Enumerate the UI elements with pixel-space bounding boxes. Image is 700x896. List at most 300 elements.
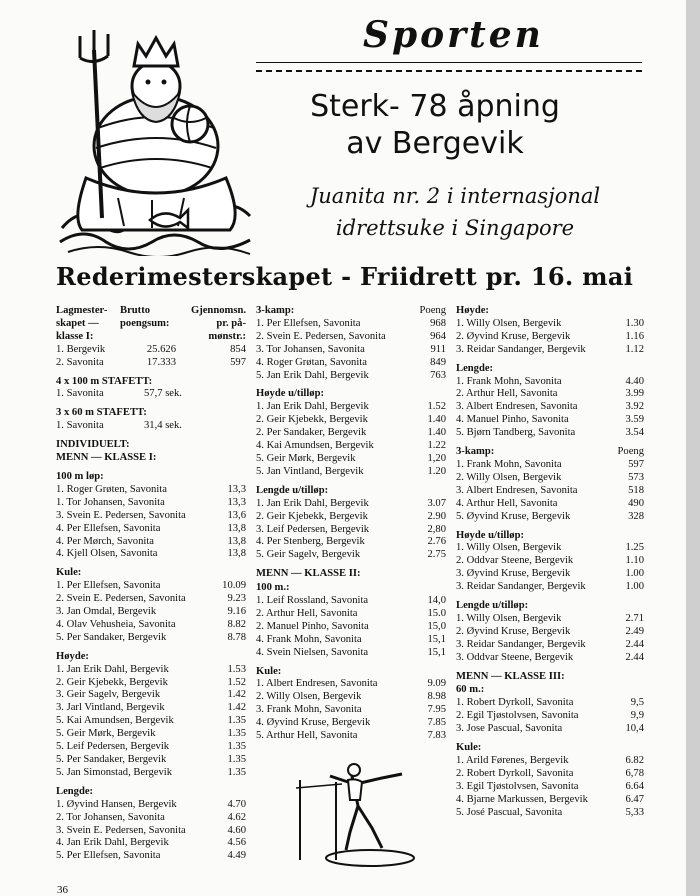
results-column-3: [456, 305, 644, 820]
athlete-name: 4. Roger Grøtan, Savonita: [256, 356, 367, 368]
athlete-name: 3. Jose Pascual, Savonita: [456, 723, 563, 735]
table-row: [56, 619, 246, 632]
athlete-name: 5. Geir Mørk, Bergevik: [56, 728, 156, 740]
section-banner: Sporten: [363, 14, 544, 56]
event-section: [256, 388, 446, 478]
athlete-name: 1. Arild Førenes, Bergevik: [456, 755, 569, 766]
result-value: 6.82: [625, 755, 644, 766]
event-heading: Kule:: [256, 665, 282, 677]
athlete-name: 1. Albert Endresen, Savonita: [256, 678, 378, 690]
section-heading: 4 x 100 m STAFETT:: [56, 375, 153, 387]
event-heading: Høyde:: [56, 650, 89, 662]
result-value: 13,8: [227, 548, 246, 560]
table-row: [256, 401, 446, 414]
high-jumper-illustration: [290, 760, 440, 870]
table-row: [456, 344, 644, 357]
athlete-name: 5. Arthur Hell, Savonita: [256, 730, 358, 742]
event-heading: Høyde u/tilløp:: [456, 529, 524, 541]
table-row: [456, 581, 644, 594]
result-value: 2.76: [427, 536, 446, 548]
event-heading: Lengde u/tilløp:: [456, 600, 529, 612]
athlete-name: 3. Oddvar Steene, Bergevik: [456, 651, 574, 663]
event-section: [456, 671, 644, 684]
athlete-name: 3. Svein E. Pedersen, Savonita: [56, 509, 186, 521]
event-section: [456, 742, 644, 819]
result-value: 1.00: [625, 568, 644, 580]
neptune-illustration: [58, 28, 254, 256]
table-row: [256, 608, 446, 621]
athlete-name: 5. Øyvind Kruse, Bergevik: [456, 510, 571, 522]
result-value: 1.20: [427, 465, 446, 477]
table-row: [56, 632, 246, 645]
event-section: [256, 305, 446, 382]
table-row: 1. Bergevik 25.626 854: [56, 343, 246, 355]
table-row: [456, 331, 644, 344]
result-value: 2.49: [625, 625, 644, 637]
result-value: 15,0: [427, 620, 446, 632]
team-header-gross: Brutto poengsum:: [120, 305, 170, 329]
team-standings-header: [56, 305, 246, 344]
result-value: 1.35: [227, 741, 246, 753]
result-value: 3.54: [625, 427, 644, 439]
athlete-name: 2. Robert Dyrkoll, Savonita: [456, 767, 574, 779]
result-value: 9.09: [427, 678, 446, 690]
table-row: [456, 755, 644, 768]
athlete-name: 3. Albert Endresen, Savonita: [456, 484, 578, 496]
event-heading: Lengde u/tilløp:: [256, 484, 329, 496]
athlete-name: 3. Svein E. Pedersen, Savonita: [56, 824, 186, 836]
table-row: [56, 850, 246, 863]
athlete-name: 4. Per Mørch, Savonita: [56, 535, 154, 547]
table-row: [256, 717, 446, 730]
event-section: [456, 600, 644, 665]
athlete-name: 1. Frank Mohn, Savonita: [456, 375, 562, 387]
result-value: 6.47: [625, 793, 644, 805]
athlete-name: 3. Reidar Sandanger, Bergevik: [456, 581, 586, 593]
result-value: 13,3: [227, 496, 246, 508]
result-value: 964: [430, 330, 446, 342]
table-row: [56, 536, 246, 549]
result-value: 1.53: [227, 663, 246, 675]
athlete-name: 4. Kai Amundsen, Bergevik: [256, 440, 374, 452]
table-row: [56, 728, 246, 741]
result-value: 6.64: [625, 780, 644, 792]
result-value: 1.35: [227, 728, 246, 740]
table-row: [456, 697, 644, 710]
event-section: [456, 446, 644, 523]
table-row: [56, 689, 246, 702]
table-row: 1. Savonita 57,7 sek.: [56, 388, 182, 400]
table-row: [456, 781, 644, 794]
result-value: 1.52: [427, 401, 446, 413]
athlete-name: 2. Per Sandaker, Bergevik: [256, 427, 367, 439]
result-value: 1,20: [427, 452, 446, 464]
table-row: [56, 523, 246, 536]
table-row: [56, 799, 246, 812]
result-value: 6,78: [625, 767, 644, 779]
table-row: [56, 837, 246, 850]
event-heading: Høyde u/tilløp:: [256, 388, 324, 400]
result-value: 4.70: [227, 798, 246, 810]
athlete-name: 5. Geir Sagelv, Bergevik: [256, 549, 361, 561]
athlete-name: 1. Per Ellefsen, Savonita: [56, 580, 161, 592]
result-value: 4.40: [625, 375, 644, 387]
event-heading: Høyde:: [456, 305, 489, 316]
result-value: 8.78: [227, 631, 246, 643]
athlete-name: 2. Egil Tjøstolvsen, Savonita: [456, 710, 579, 722]
event-heading: Lengde:: [56, 785, 94, 797]
athlete-name: 3. Tor Johansen, Savonita: [256, 343, 365, 355]
section-heading: INDIVIDUELT:: [56, 439, 130, 451]
relay-section: [56, 407, 246, 433]
result-value: 7.85: [427, 717, 446, 729]
result-value: 15.0: [427, 607, 446, 619]
event-heading: Kule:: [456, 742, 482, 754]
table-row: [456, 768, 644, 781]
table-row: [256, 704, 446, 717]
event-heading: 100 m løp:: [56, 470, 104, 482]
table-row: [256, 466, 446, 479]
result-value: 573: [628, 471, 644, 483]
table-row: [256, 370, 446, 383]
result-value: 490: [628, 497, 644, 509]
table-row: [256, 414, 446, 427]
athlete-name: 2. Geir Kjebekk, Bergevik: [56, 676, 168, 688]
athlete-name: 3. Reidar Sandanger, Bergevik: [456, 343, 586, 355]
table-row: [456, 511, 644, 524]
table-row: [256, 621, 446, 634]
result-value: 1.35: [227, 754, 246, 765]
result-value: 1.25: [625, 542, 644, 554]
athlete-name: 1. Tor Johansen, Savonita: [56, 496, 165, 508]
result-value: 13,6: [227, 509, 246, 521]
event-section: [256, 485, 446, 562]
athlete-name: 5. Leif Pedersen, Bergevik: [56, 741, 170, 753]
event-section: [56, 651, 246, 780]
athlete-name: 5. Per Sandaker, Bergevik: [56, 631, 167, 643]
result-value: 3.59: [625, 414, 644, 426]
event-section: [456, 684, 644, 736]
result-value: 14,0: [427, 595, 446, 607]
table-row: [456, 794, 644, 807]
event-section: [256, 666, 446, 743]
table-row: [256, 536, 446, 549]
athlete-name: 2. Øyvind Kruse, Bergevik: [456, 330, 571, 342]
table-row: [456, 613, 644, 626]
result-value: 9,5: [630, 697, 644, 709]
result-value: 763: [430, 369, 446, 381]
result-value: 9.23: [227, 593, 246, 605]
athlete-name: 5. Jan Vintland, Bergevik: [256, 465, 364, 477]
table-row: [56, 593, 246, 606]
athlete-name: 3. Jarl Vintland, Bergevik: [56, 702, 165, 714]
result-value: 3.92: [625, 401, 644, 413]
table-row: [256, 524, 446, 537]
table-row: 2. Savonita 17.333 597: [56, 356, 246, 368]
table-row: [56, 767, 246, 780]
table-row: [456, 498, 644, 511]
table-row: [256, 678, 446, 691]
event-section: [56, 567, 246, 644]
relay-section: [56, 376, 246, 402]
result-value: 328: [628, 510, 644, 522]
table-row: [56, 664, 246, 677]
athlete-name: 4. Øyvind Kruse, Bergevik: [256, 717, 371, 729]
result-value: 7.83: [427, 730, 446, 742]
table-row: [56, 677, 246, 690]
individual-heading: [56, 439, 246, 465]
athlete-name: 5. Per Ellefsen, Savonita: [56, 850, 161, 862]
athlete-name: 1. Willy Olsen, Bergevik: [456, 542, 562, 554]
result-value: 2.71: [625, 612, 644, 624]
athlete-name: 4. Arthur Hell, Savonita: [456, 497, 558, 509]
result-value: 597: [628, 458, 644, 470]
table-row: [56, 812, 246, 825]
table-row: [456, 568, 644, 581]
event-heading: 100 m.:: [256, 582, 290, 594]
event-heading: 3-kamp: Poeng: [256, 305, 446, 316]
table-row: [456, 472, 644, 485]
team-header-average: Gjennomsn. pr. på-mønstr.:: [190, 305, 246, 342]
athlete-name: 3. Leif Pedersen, Bergevik: [256, 523, 370, 535]
result-value: 911: [430, 343, 446, 355]
athlete-name: 2. Geir Kjebekk, Bergevik: [256, 510, 368, 522]
event-heading: Lengde:: [456, 362, 494, 374]
table-row: [456, 459, 644, 472]
table-row: [456, 318, 644, 331]
athlete-name: 5. Per Sandaker, Bergevik: [56, 754, 167, 765]
athlete-name: 5. Jan Simonstad, Bergevik: [56, 766, 173, 778]
table-row: [56, 580, 246, 593]
team-standings: [56, 305, 246, 370]
table-row: [456, 388, 644, 401]
table-row: [256, 647, 446, 660]
table-row: 1. Savonita 31,4 sek.: [56, 420, 182, 432]
result-value: 1.52: [227, 676, 246, 688]
athlete-name: 3. Albert Endresen, Savonita: [456, 401, 578, 413]
event-section: [456, 363, 644, 440]
table-row: [256, 730, 446, 743]
event-heading: MENN — KLASSE II:: [256, 568, 361, 580]
table-row: [456, 485, 644, 498]
athlete-name: 4. Per Stenberg, Bergevik: [256, 536, 365, 548]
table-row: [56, 702, 246, 715]
page-edge-shadow: [686, 0, 700, 896]
table-row: [256, 691, 446, 704]
result-value: 4.49: [227, 850, 246, 862]
result-value: 10,4: [625, 723, 644, 735]
result-value: 10.09: [222, 580, 246, 592]
athlete-name: 1. Jan Erik Dahl, Bergevik: [56, 663, 169, 675]
table-row: [56, 510, 246, 523]
table-row: [456, 639, 644, 652]
table-row: [456, 427, 644, 440]
table-row: [256, 634, 446, 647]
results-title: Rederimesterskapet - Friidrett pr. 16. mai: [56, 262, 634, 291]
athlete-name: 1. Jan Erik Dahl, Bergevik: [256, 497, 369, 509]
table-row: [456, 710, 644, 723]
result-value: 15,1: [427, 633, 446, 645]
table-row: [456, 542, 644, 555]
table-row: [456, 376, 644, 389]
athlete-name: 5. Kai Amundsen, Bergevik: [56, 715, 174, 727]
event-section: [456, 305, 644, 357]
table-row: [456, 401, 644, 414]
class-heading: MENN — KLASSE I:: [56, 452, 157, 464]
event-heading: 60 m.:: [456, 684, 485, 696]
result-value: 1.30: [625, 317, 644, 329]
result-value: 1.42: [227, 702, 246, 714]
athlete-name: 5. Bjørn Tandberg, Savonita: [456, 427, 576, 439]
athlete-name: 1. Per Ellefsen, Savonita: [256, 317, 361, 329]
athlete-name: 3. Frank Mohn, Savonita: [256, 704, 362, 716]
table-row: [456, 414, 644, 427]
headline: Sterk- 78 åpning av Bergevik: [310, 89, 560, 161]
athlete-name: 4. Per Ellefsen, Savonita: [56, 522, 161, 534]
athlete-name: 2. Willy Olsen, Bergevik: [256, 691, 362, 703]
results-column-1: [56, 305, 246, 863]
table-row: [256, 511, 446, 524]
points-column-header: Poeng: [419, 305, 446, 316]
result-value: 1.35: [227, 715, 246, 727]
table-row: [256, 357, 446, 370]
athlete-name: 1. Willy Olsen, Bergevik: [456, 317, 562, 329]
table-row: [456, 807, 644, 820]
results-column-2: [256, 305, 446, 743]
table-row: [256, 427, 446, 440]
result-value: 1.00: [625, 581, 644, 593]
athlete-name: 2. Willy Olsen, Bergevik: [456, 471, 562, 483]
athlete-name: 2. Tor Johansen, Savonita: [56, 811, 165, 823]
page-number: 36: [57, 884, 68, 896]
team-header-label: Lagmester-skapet — klasse I:: [56, 305, 108, 342]
table-row: [56, 741, 246, 754]
table-row: [56, 497, 246, 510]
result-value: 4.60: [227, 824, 246, 836]
result-value: 8.82: [227, 618, 246, 630]
result-value: 4.62: [227, 811, 246, 823]
table-row: [256, 498, 446, 511]
result-value: 13,3: [227, 483, 246, 495]
table-row: [256, 453, 446, 466]
athlete-name: 1. Frank Mohn, Savonita: [456, 458, 562, 470]
athlete-name: 4. Kjell Olsen, Savonita: [56, 548, 158, 560]
athlete-name: 3. Øyvind Kruse, Bergevik: [456, 568, 571, 580]
athlete-name: 2. Svein E. Pedersen, Savonita: [56, 593, 186, 605]
table-row: [256, 549, 446, 562]
athlete-name: 4. Frank Mohn, Savonita: [256, 633, 362, 645]
column-1-events: [56, 471, 246, 863]
result-value: 1.22: [427, 440, 446, 452]
table-row: [56, 484, 246, 497]
athlete-name: 5. José Pascual, Savonita: [456, 806, 563, 818]
result-value: 518: [628, 484, 644, 496]
athlete-name: 1. Robert Dyrkoll, Savonita: [456, 697, 574, 709]
points-column-header: Poeng: [617, 446, 644, 458]
athlete-name: 3. Jan Omdal, Bergevik: [56, 606, 157, 618]
result-value: 1.40: [427, 427, 446, 439]
result-value: 2,80: [427, 523, 446, 535]
event-section: [256, 568, 446, 581]
athlete-name: 4. Jan Erik Dahl, Bergevik: [56, 837, 169, 849]
athlete-name: 2. Oddvar Steene, Bergevik: [456, 555, 574, 567]
event-section: [256, 582, 446, 659]
result-value: 3.07: [427, 497, 446, 509]
athlete-name: 3. Egil Tjøstolvsen, Savonita: [456, 780, 579, 792]
table-row: [456, 723, 644, 736]
result-value: 2.44: [625, 651, 644, 663]
athlete-name: 2. Svein E. Pedersen, Savonita: [256, 330, 386, 342]
table-row: [56, 715, 246, 728]
table-row: [56, 606, 246, 619]
result-value: 1.10: [625, 555, 644, 567]
table-row: [256, 331, 446, 344]
result-value: 13,8: [227, 535, 246, 547]
result-value: 2.90: [427, 510, 446, 522]
event-heading: MENN — KLASSE III:: [456, 670, 565, 682]
table-row: [256, 344, 446, 357]
subheadline: Juanita nr. 2 i internasjonal idrettsuke i Singapore: [309, 184, 601, 240]
result-value: 849: [430, 356, 446, 368]
result-value: 1.40: [427, 414, 446, 426]
result-value: 13,8: [227, 522, 246, 534]
table-row: [56, 754, 246, 767]
event-section: [56, 786, 246, 863]
athlete-name: 5. Geir Mørk, Bergevik: [256, 452, 356, 464]
result-value: 1.42: [227, 689, 246, 701]
athlete-name: 1. Willy Olsen, Bergevik: [456, 612, 562, 624]
result-value: 1.35: [227, 766, 246, 778]
athlete-name: 5. Jan Erik Dahl, Bergevik: [256, 369, 369, 381]
result-value: 7.95: [427, 704, 446, 716]
table-row: [256, 595, 446, 608]
athlete-name: 2. Arthur Hell, Savonita: [256, 607, 358, 619]
athlete-name: 4. Olav Vehusheia, Savonita: [56, 618, 176, 630]
result-value: 8.98: [427, 691, 446, 703]
result-value: 9.16: [227, 606, 246, 618]
athlete-name: 2. Geir Kjebekk, Bergevik: [256, 414, 368, 426]
banner-rule: [256, 62, 642, 63]
athlete-name: 2. Manuel Pinho, Savonita: [256, 620, 369, 632]
result-value: 5,33: [625, 806, 644, 818]
table-row: [56, 548, 246, 561]
athlete-name: 1. Roger Grøten, Savonita: [56, 483, 167, 495]
result-value: 9,9: [630, 710, 644, 722]
result-value: 2.75: [427, 549, 446, 561]
athlete-name: 4. Svein Nielsen, Savonita: [256, 646, 369, 658]
table-row: [456, 652, 644, 665]
result-value: 15,1: [427, 646, 446, 658]
banner-dashed-rule: [256, 70, 642, 72]
result-value: 3.99: [625, 388, 644, 400]
athlete-name: 4. Bjarne Markussen, Bergevik: [456, 793, 588, 805]
result-value: 968: [430, 317, 446, 329]
result-value: 2.44: [625, 638, 644, 650]
athlete-name: 3. Geir Sagelv, Bergevik: [56, 689, 161, 701]
table-row: [256, 318, 446, 331]
event-section: [56, 471, 246, 561]
athlete-name: 4. Manuel Pinho, Savonita: [456, 414, 569, 426]
athlete-name: 3. Reidar Sandanger, Bergevik: [456, 638, 586, 650]
table-row: [456, 626, 644, 639]
table-row: [456, 555, 644, 568]
table-row: [256, 440, 446, 453]
section-heading: 3 x 60 m STAFETT:: [56, 407, 147, 419]
event-section: [456, 530, 644, 595]
athlete-name: 1. Øyvind Hansen, Bergevik: [56, 798, 177, 810]
result-value: 1.16: [625, 330, 644, 342]
athlete-name: 2. Øyvind Kruse, Bergevik: [456, 625, 571, 637]
